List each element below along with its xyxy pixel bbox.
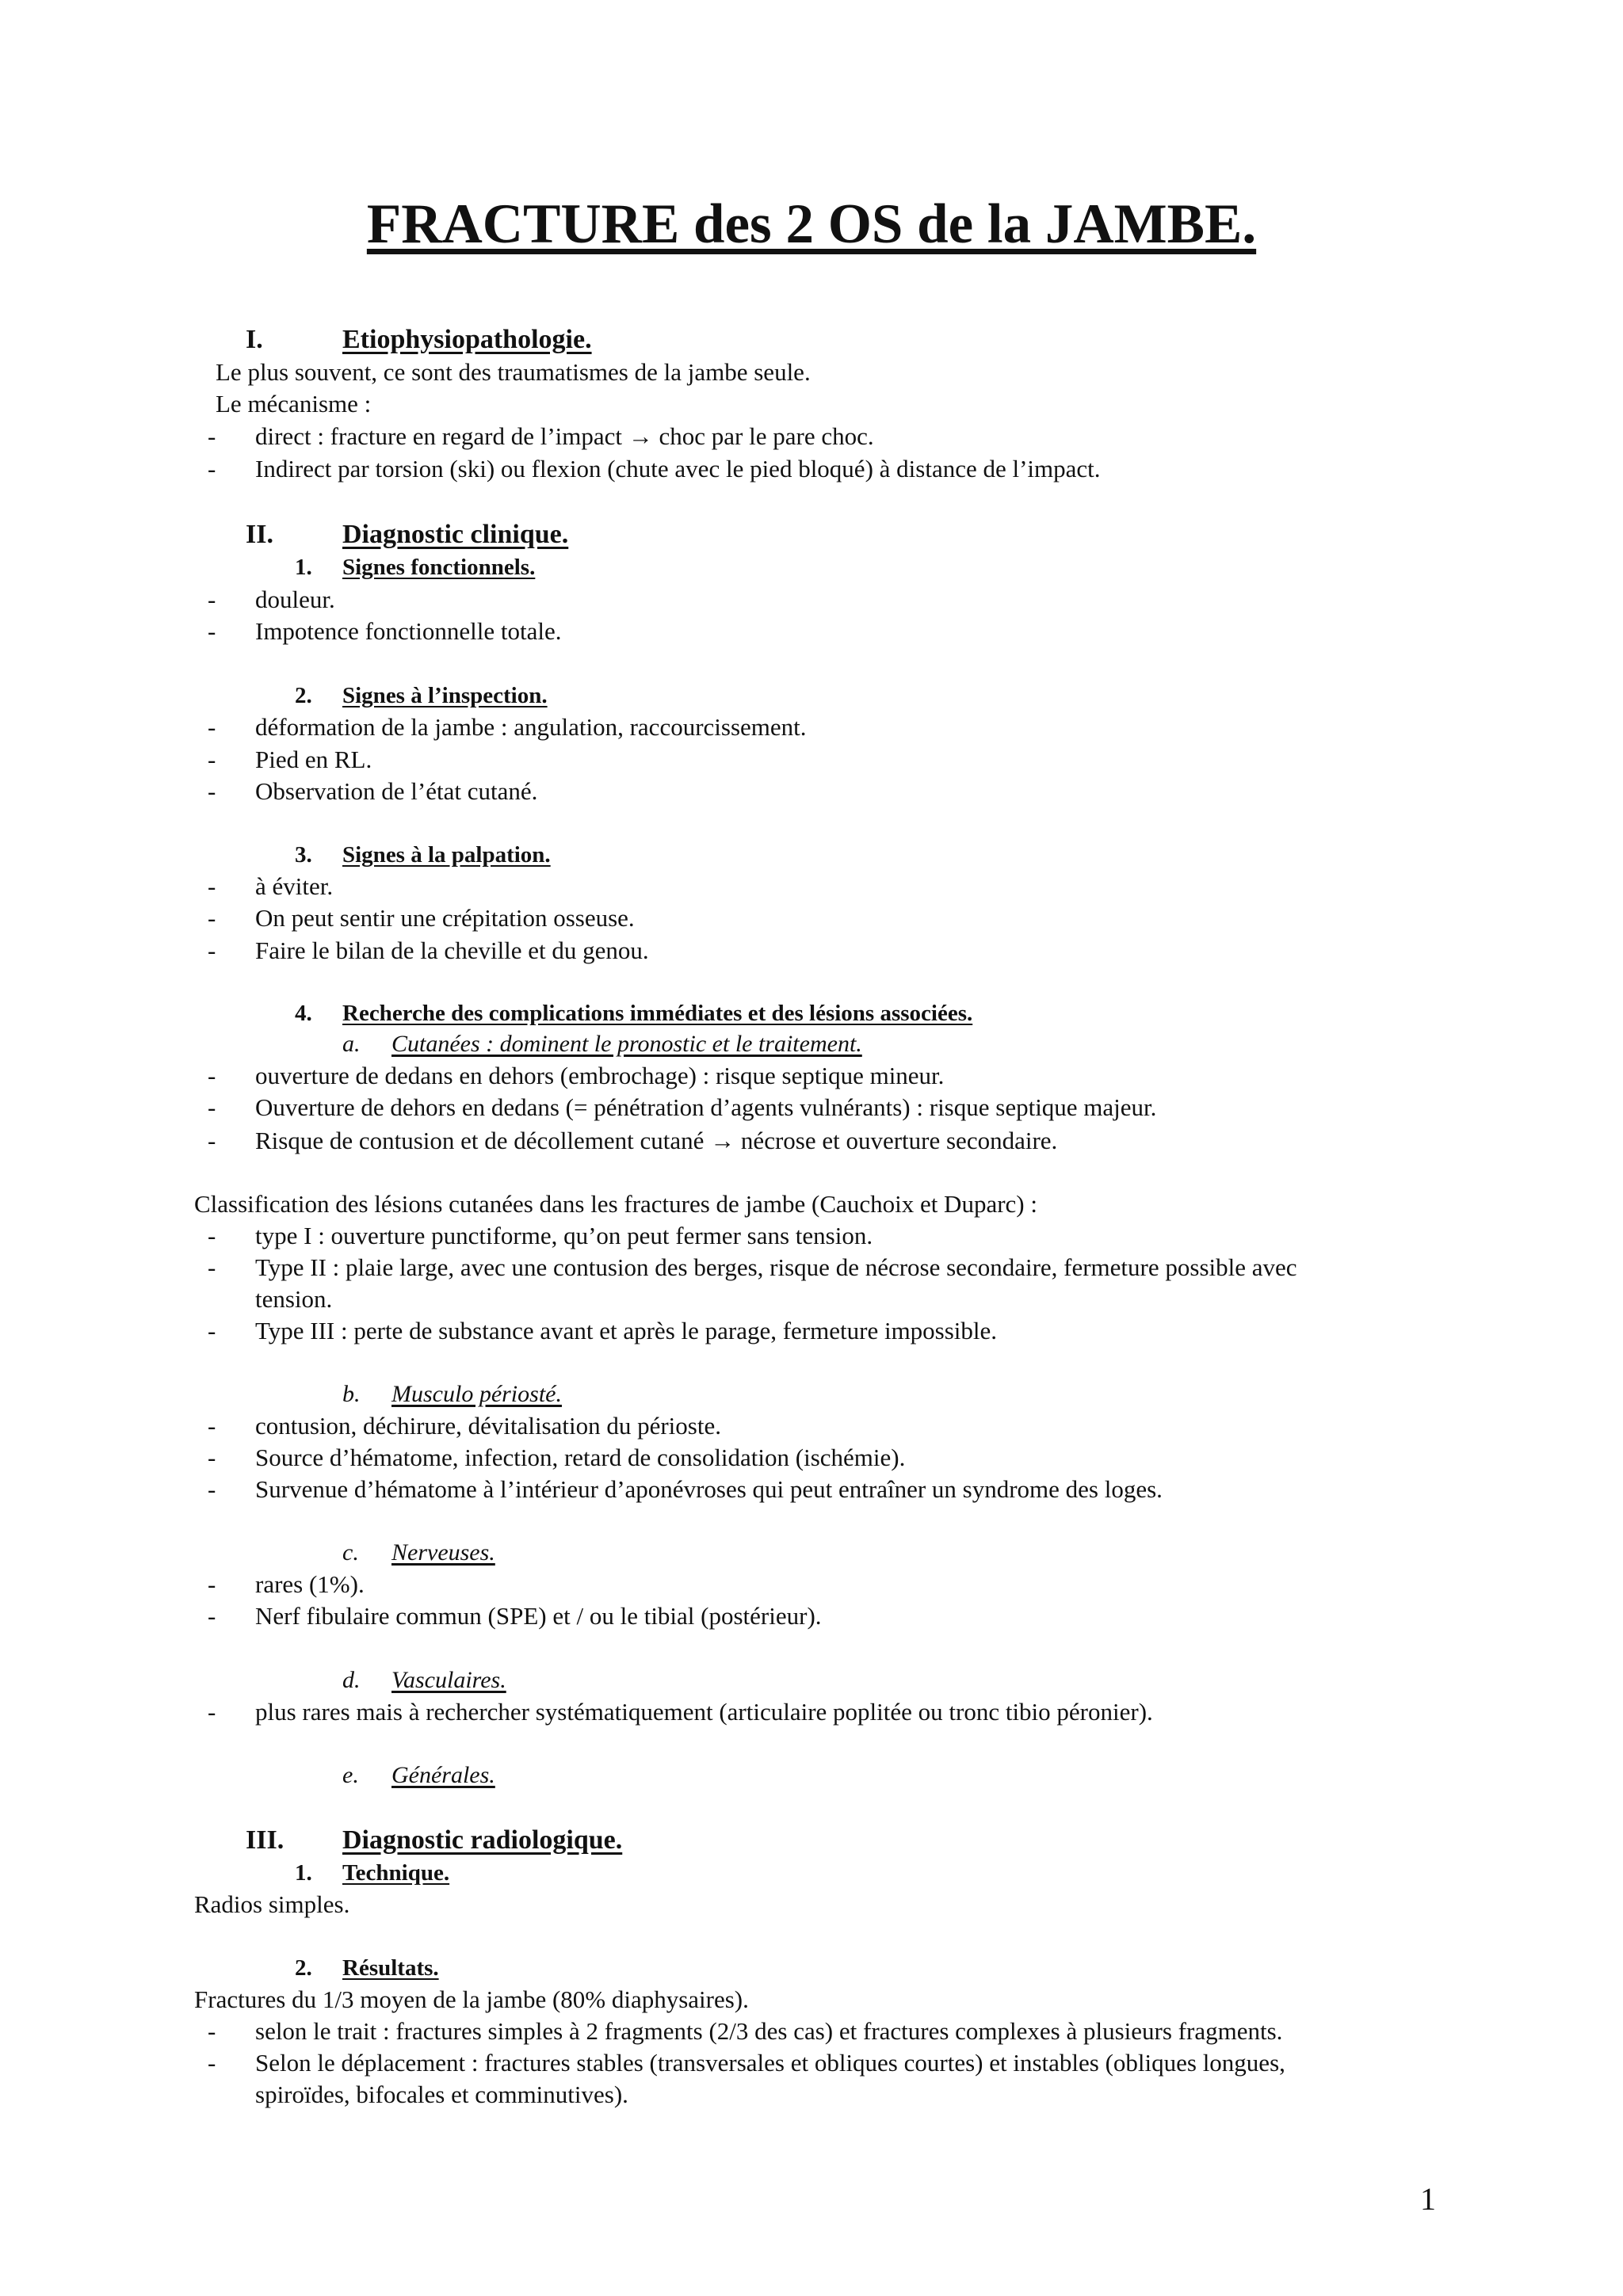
subsection-heading: 1. Signes fonctionnels. xyxy=(295,555,536,580)
section-number: II. xyxy=(246,520,273,549)
section-heading-2 xyxy=(246,519,568,551)
section-heading-3 xyxy=(246,1825,622,1856)
subsection-heading: 3. Signes à la palpation. xyxy=(295,842,551,868)
section-number: III. xyxy=(246,1825,285,1855)
paragraph: Classification des lésions cutanées dans les fractures de jambe (Cauchoix et Duparc) : xyxy=(194,1190,1037,1218)
paragraph: Le plus souvent, ce sont des traumatismes de la jambe seule. xyxy=(216,358,811,386)
list-item-continuation: tension. xyxy=(255,1285,333,1313)
sub-subsection-heading: c. Nerveuses. xyxy=(342,1539,495,1566)
paragraph: Radios simples. xyxy=(194,1890,350,1918)
sub-subsection-heading: b. Musculo périosté. xyxy=(342,1381,562,1407)
sub-subsection-heading: e. Générales. xyxy=(342,1762,495,1788)
section-heading-1 xyxy=(246,324,592,356)
subsection-heading: 2. Résultats. xyxy=(295,1955,439,1981)
subsection-heading: 1. Technique. xyxy=(295,1860,450,1886)
document-page: FRACTURE des 2 OS de la JAMBE. I. Etiophysiopathologie. Le plus souvent, ce sont des traumatismes de la jambe seule. Le mécanisme : - direct : fracture en regard de l’impact → choc par le pare choc. - Indirect par torsion (ski) ou flexion (chute avec le pied bloqué) à distance de l’impact. II. Diagnostic clinique. 1. Signes fonctionnels. - douleur. - Impotence fonctionnelle totale. 2. Signes à l’inspection. - déformation de la jambe : angulation, raccourcissement. - Pied en RL. - Observation de l’état cutané. 3. Signes à la palpation. - à éviter. - On peut sentir une crépitation osseuse. - Faire le bilan de la cheville et du genou. 4. Recherche des complications immédiates et des lésions associées. a. Cutanées : dominent le pronostic et le traitement. - ouverture de dedans en dehors (embrochage) : risque septique mineur. - Ouverture de dehors en dedans (= pénétration d’agents vulnérants) : risque septique majeur. - Risque de contusion et de décollement cutané → nécrose et ouverture secondaire. Classification des lésions cutanées dans les fractures de jambe (Cauchoix et Duparc) : - type I : ouverture punctiforme, qu’on peut fermer sans tension. - Type II : plaie large, avec une contusion des berges, risque de nécrose secondaire, fermeture possible avec tension. - Type III : perte de substance avant et après le parage, fermeture impossible. b. Musculo périosté. - contusion, déchirure, dévitalisation du périoste. - Source d’hématome, infection, retard de consolidation (ischémie). - Survenue d’hématome à l’intérieur d’aponévroses qui peut entraîner un syndrome des loges. c. Nerveuses. - rares (1%). - Nerf fibulaire commun (SPE) et / ou le tibial (postérieur). d. Vasculaires. - plus rares mais à rechercher systématiquement (articulaire poplitée ou tronc tibio péronier). e. Générales. III. Diagnostic radiologique. 1. Technique. Radios simples. 2. Résultats. Fractures du 1/3 moyen de la jambe (80% diaphysaires). - selon le trait : fractures simples à 2 fragments (2/3 des cas) et fractures complexes à plusieurs fragments. - Selon le déplacement : fractures stables (transversales et obliques courtes) et instables (obliques longues, spiroïdes, bifocales et comminutives). 1 xyxy=(0,0,1623,2296)
page-number: 1 xyxy=(1420,2181,1436,2217)
section-title: Diagnostic clinique. xyxy=(342,520,569,549)
list-item-continuation: spiroïdes, bifocales et comminutives). xyxy=(255,2081,628,2108)
subsection-heading: 2. Signes à l’inspection. xyxy=(295,683,548,708)
section-title: Etiophysiopathologie. xyxy=(342,325,592,354)
paragraph: Le mécanisme : xyxy=(216,390,372,418)
sub-subsection-heading: a. Cutanées : dominent le pronostic et le traitement. xyxy=(342,1031,862,1057)
paragraph: Fractures du 1/3 moyen de la jambe (80% diaphysaires). xyxy=(194,1985,749,2013)
subsection-heading: 4. Recherche des complications immédiates et des lésions associées. xyxy=(295,1001,973,1026)
section-title: Diagnostic radiologique. xyxy=(342,1825,623,1855)
sub-subsection-heading: d. Vasculaires. xyxy=(342,1667,506,1693)
section-number: I. xyxy=(246,325,263,354)
page-title: FRACTURE des 2 OS de la JAMBE. xyxy=(366,193,1257,255)
